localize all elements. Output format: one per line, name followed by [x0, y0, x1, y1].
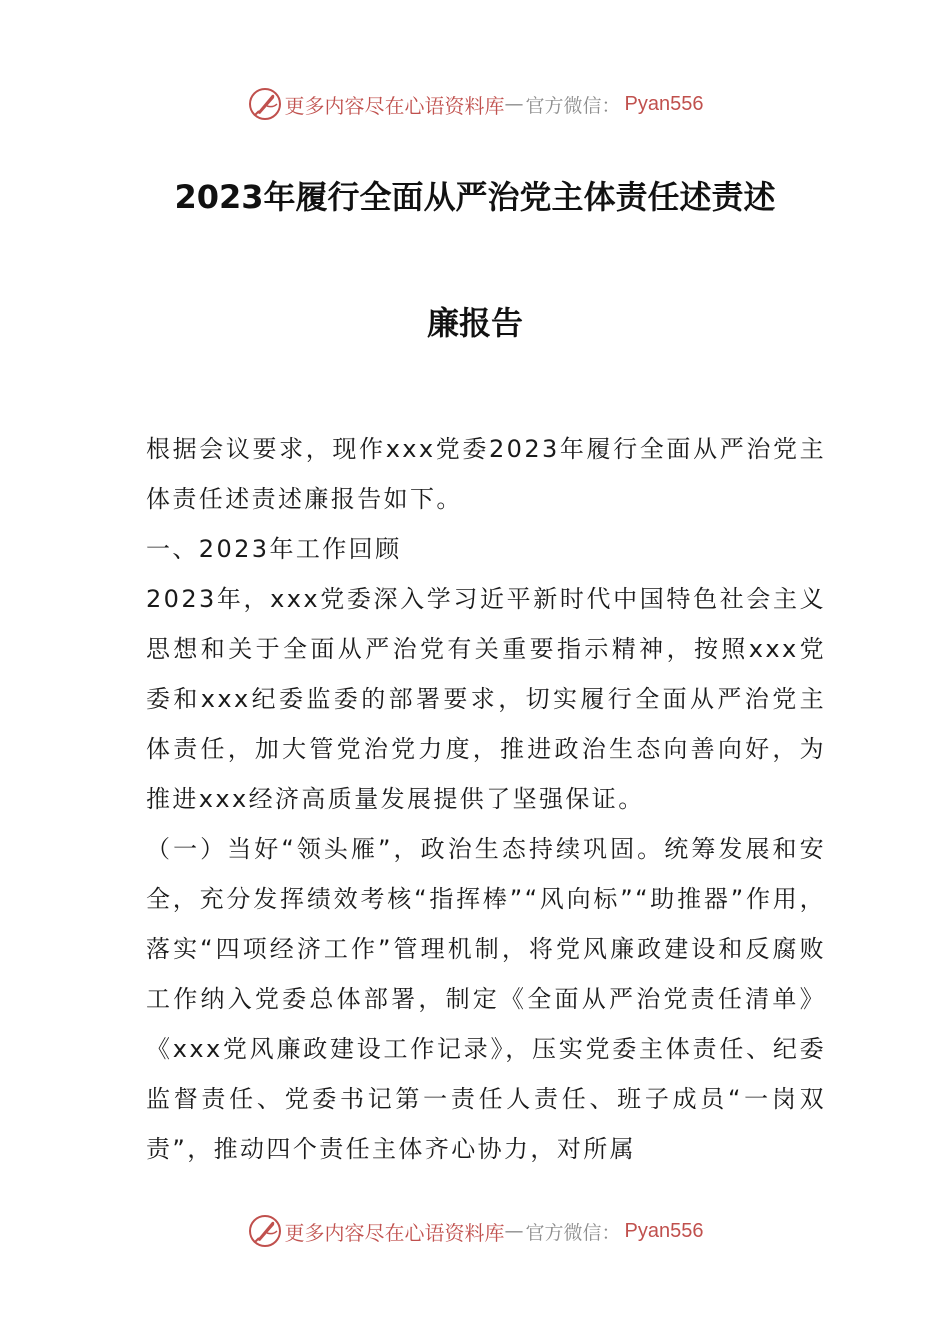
banner-wechat-id: Pyan556: [624, 1219, 704, 1242]
header-banner: [0, 84, 950, 124]
banner-separator: —: [504, 93, 524, 115]
intro-paragraph: 根据会议要求，现作xxx党委2023年履行全面从严治党主体责任述责述廉报告如下。: [146, 435, 826, 513]
footer-banner: [0, 1211, 950, 1251]
banner-wechat-label: 官方微信：: [525, 1221, 621, 1244]
banner-wechat-id: Pyan556: [624, 92, 704, 115]
section-heading: 一、2023年工作回顾: [146, 535, 402, 563]
section-paragraph: 2023年，xxx党委深入学习近平新时代中国特色社会主义思想和关于全面从严治党有关重要指示精神，按照xxx党委和xxx纪委监委的部署要求，切实履行全面从严治党主体责任，加大管党治党力度，推进政治生态向善向好，为推进xxx经济高质量发展提供了坚强保证。: [146, 585, 826, 813]
banner-text: 更多内容尽在心语资料库: [284, 93, 505, 118]
quill-logo-icon: [247, 86, 283, 122]
document-title-line2: 廉报告: [426, 304, 523, 342]
document-title-line1: 2023年履行全面从严治党主体责任述责述: [174, 178, 776, 216]
banner-separator: —: [504, 1220, 524, 1242]
quill-logo-icon: [247, 1213, 283, 1249]
banner-text: 更多内容尽在心语资料库: [284, 1220, 505, 1245]
banner-wechat-label: 官方微信：: [525, 94, 621, 117]
subsection-paragraph: （一）当好“领头雁”，政治生态持续巩固。统筹发展和安全，充分发挥绩效考核“指挥棒”“风向标”“助推器”作用，落实“四项经济工作”管理机制，将党风廉政建设和反腐败工作纳入党委总体部署，制定《全面从严治党责任清单》《xxx党风廉政建设工作记录》，压实党委主体责任、纪委监督责任、党委书记第一责任人责任、班子成员“一岗双责”，推动四个责任主体齐心协力，对所属: [146, 835, 826, 1163]
